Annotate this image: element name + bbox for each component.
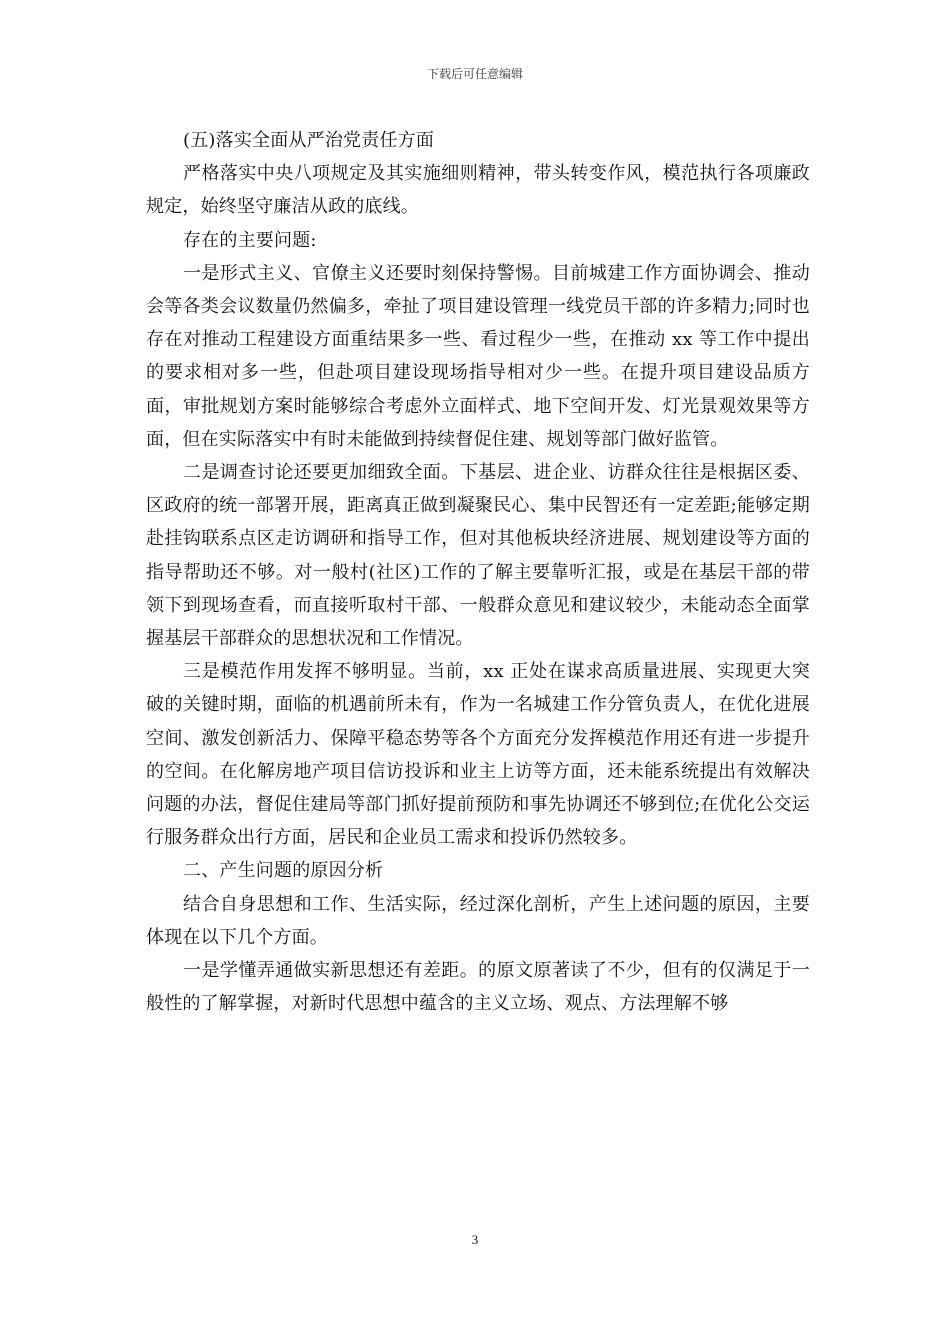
paragraph: 三是模范作用发挥不够明显。当前，xx 正处在谋求高质量进展、实现更大突破的关键时期，面临的机遇前所未有，作为一名城建工作分管负责人，在优化进展空间、激发创新活力、保障平稳态势等各个方面充分发挥模范作用还有进一步提升的空间。在化解房地产项目信访投诉和业主上访等方面，还未能系统提出有效解决问题的办法，督促住建局等部门抓好提前预防和事先协调还不够到位;在优化公交运行服务群众出行方面，居民和企业员工需求和投诉仍然较多。 — [146, 661, 810, 849]
paragraph: 严格落实中央八项规定及其实施细则精神，带头转变作风，模范执行各项廉政规定，始终坚守廉洁从政的底线。 — [146, 163, 810, 218]
page-number: 3 — [471, 1232, 479, 1247]
paragraph: 一是形式主义、官僚主义还要时刻保持警惕。目前城建工作方面协调会、推动会等各类会议数量仍然偏多，牵扯了项目建设管理一线党员干部的许多精力;同时也存在对推动工程建设方面重结果多一些、看过程少一些，在推动 xx 等工作中提出的要求相对多一些，但赴项目建设现场指导相对少一些。在提升项目建设品质方面，审批规划方案时能够综合考虑外立面样式、地下空间开发、灯光景观效果等方面，但在实际落实中有时未能做到持续督促住建、规划等部门做好监管。 — [146, 262, 810, 450]
section-heading: 二、产生问题的原因分析 — [183, 860, 384, 882]
paragraph: 二是调查讨论还要更加细致全面。下基层、进企业、访群众往往是根据区委、区政府的统一部署开展，距离真正做到凝聚民心、集中民智还有一定差距;能够定期赴挂钩联系点区走访调研和指导工作，但对其他板块经济进展、规划建设等方面的指导帮助还不够。对一般村(社区)工作的了解主要靠听汇报，或是在基层干部的带领下到现场查看，而直接听取村干部、一般群众意见和建议较少，未能动态全面掌握基层干部群众的思想状况和工作情况。 — [146, 462, 810, 650]
section-heading: (五)落实全面从严治党责任方面 — [183, 130, 435, 151]
paragraph: 结合自身思想和工作、生活实际，经过深化剖析，产生上述问题的原因，主要体现在以下几个方面。 — [146, 893, 810, 948]
subheading: 存在的主要问题: — [183, 229, 317, 251]
document-body — [146, 124, 810, 1020]
paragraph: 一是学懂弄通做实新思想还有差距。的原文原著读了不少，但有的仅满足于一般性的了解掌握，对新时代思想中蕴含的主义立场、观点、方法理解不够 — [146, 960, 810, 1015]
page-header-note: 下载后可任意编辑 — [426, 67, 523, 81]
